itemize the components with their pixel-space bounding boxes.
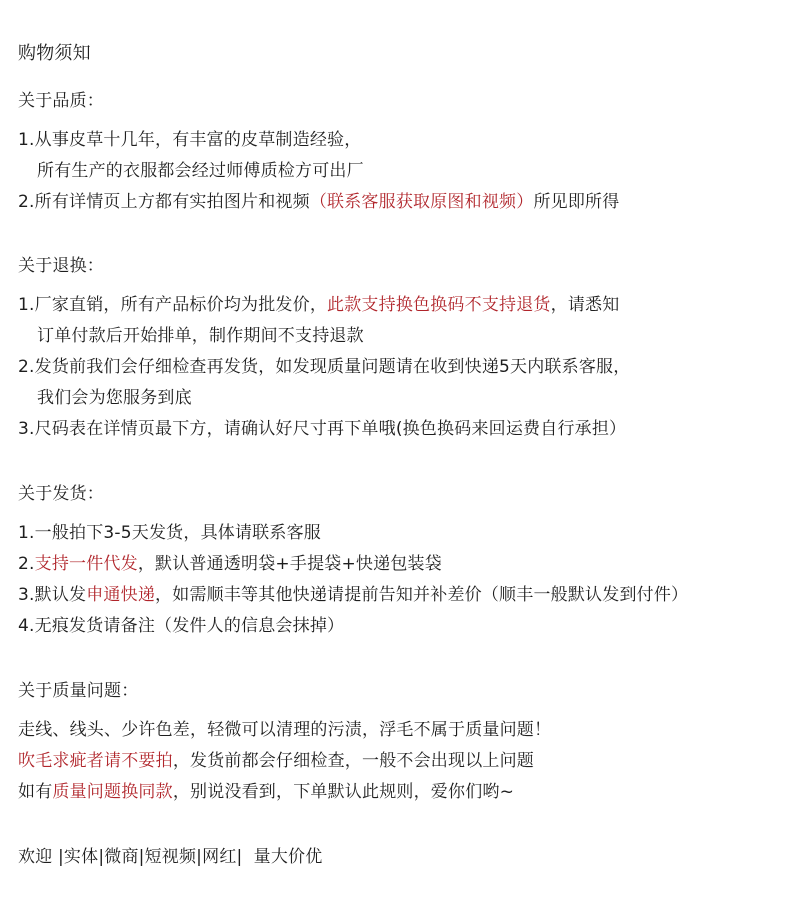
quality-item-2-tail: 所见即所得 [533, 192, 620, 212]
shipping-item-2-tail: ，默认普通透明袋+手提袋+快递包装袋 [137, 554, 442, 574]
returns-item-1-text: 1.厂家直销，所有产品标价均为批发价， [18, 295, 328, 315]
quality-issues-line-3 [18, 780, 514, 804]
shipping-item-1: 1.一般拍下3-5天发货，具体请联系客服 [18, 523, 321, 543]
quality-issues-line-2-tail: ，发货前都会仔细检查，一般不会出现以上问题 [172, 751, 535, 771]
shipping-heading: 关于发货： [18, 484, 104, 504]
quality-heading: 关于品质： [18, 91, 104, 111]
quality-issues-heading: 关于质量问题： [18, 681, 139, 701]
returns-item-1-tail: ，请悉知 [550, 295, 620, 315]
returns-heading: 关于退换： [18, 256, 104, 276]
shipping-item-3 [18, 583, 688, 607]
quality-issues-line-3-tail: ，别说没看到，下单默认此规则，爱你们哟~ [172, 782, 515, 802]
footer-welcome: 欢迎 |实体|微商|短视频|网红| 量大价优 [18, 847, 323, 867]
returns-item-3: 3.尺码表在详情页最下方，请确认好尺寸再下单哦(换色换码来回运费自行承担） [18, 419, 627, 439]
returns-item-1-highlight: 此款支持换色换码不支持退货 [327, 295, 551, 315]
returns-item-1-cont: 订单付款后开始排单，制作期间不支持退款 [37, 326, 364, 346]
shipping-item-2-highlight: 支持一件代发 [34, 554, 138, 574]
quality-item-1-cont: 所有生产的衣服都会经过师傅质检方可出厂 [37, 161, 364, 181]
shipping-item-3-tail: ，如需顺丰等其他快递请提前告知并补差价（顺丰一般默认发到付件） [155, 585, 689, 605]
shipping-item-4: 4.无痕发货请备注（发件人的信息会抹掉） [18, 616, 345, 636]
page-title: 购物须知 [18, 43, 91, 64]
quality-item-2-text: 2.所有详情页上方都有实拍图片和视频 [18, 192, 310, 212]
quality-item-2 [18, 190, 619, 214]
shipping-item-3-highlight: 申通快递 [86, 585, 156, 605]
quality-item-1: 1.从事皮草十几年，有丰富的皮草制造经验， [18, 130, 362, 150]
shipping-item-2 [18, 552, 442, 576]
returns-item-2-cont: 我们会为您服务到底 [37, 388, 192, 408]
returns-item-1 [18, 293, 619, 317]
quality-item-2-highlight: （联系客服获取原图和视频） [309, 192, 534, 212]
quality-issues-line-3-text: 如有 [18, 782, 53, 802]
quality-issues-line-2 [18, 749, 534, 773]
shipping-item-3-text: 3.默认发 [18, 585, 87, 605]
returns-item-2: 2.发货前我们会仔细检查再发货，如发现质量问题请在收到快递5天内联系客服， [18, 357, 631, 377]
quality-issues-line-3-highlight: 质量问题换同款 [52, 782, 173, 802]
quality-issues-line-1: 走线、线头、少许色差，轻微可以清理的污渍，浮毛不属于质量问题！ [18, 720, 552, 740]
shipping-item-2-num: 2. [18, 554, 35, 574]
quality-issues-line-2-highlight: 吹毛求疵者请不要拍 [18, 751, 173, 771]
